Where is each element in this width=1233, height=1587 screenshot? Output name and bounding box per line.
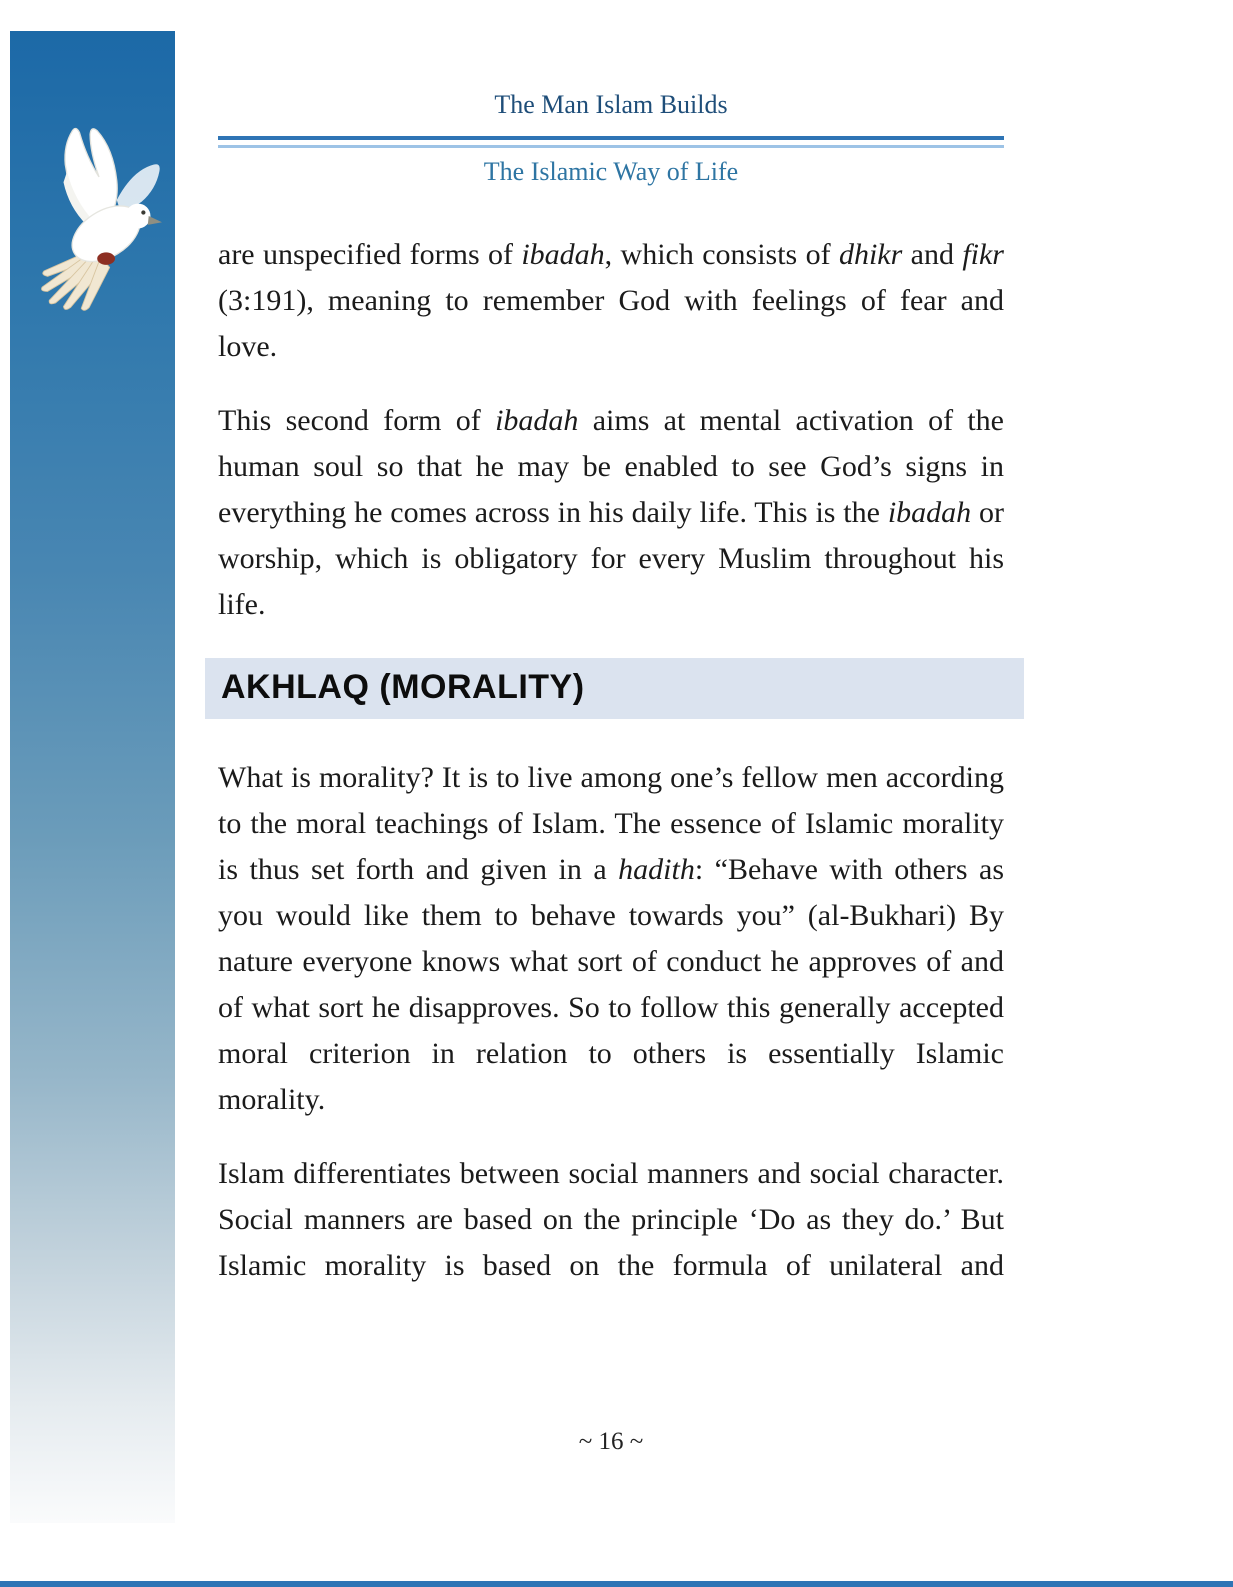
header-divider-light-line [218,145,1004,148]
paragraph-text: This second form of [218,404,496,437]
italic-term: ibadah [887,496,972,529]
text-column [218,0,1004,1317]
body-paragraph [218,1151,1004,1289]
body-paragraph [218,232,1004,370]
paragraphs-after-heading [218,755,1004,1289]
italic-term: hadith [618,853,695,886]
paragraph-text: : “Behave with others as you would like them to behave towards you” (al-Bukhari) By nature everyone knows what sort of conduct he approves of and of what sort he disapproves. So to follow this generally accepted moral criterion in relation to others is essentially Islamic morality. [218,853,1005,1116]
paragraph-text: , which consists of [604,238,839,271]
header-divider [218,136,1004,148]
italic-term: dhikr [838,238,903,271]
paragraph-text: are unspecified forms of [218,238,522,271]
paragraph-text: or worship, which is obligatory for every Muslim throughout his life. [218,496,1004,621]
bottom-edge-bar [0,1581,1233,1587]
italic-term: ibadah [521,238,605,271]
header-divider-dark-line [218,136,1004,140]
paragraph-text: aims at mental activation of the human soul so that he may be enabled to see God’s signs in everything he comes across in his daily life. This is the [218,404,1004,529]
page-number: ~ 16 ~ [578,1428,644,1455]
paragraph-text: What is morality? It is to live among one’s fellow men according to the moral teachings of Islam. The essence of Islamic morality is thus set forth and given in a [218,761,1004,886]
body-paragraph [218,755,1004,1123]
paragraph-text: (3:191), meaning to remember God with feelings of fear and love. [218,284,1004,363]
italic-term: fikr [962,238,1004,271]
dove-image [28,111,170,321]
paragraphs-before-heading [218,232,1004,628]
body-paragraph [218,398,1004,628]
section-heading: AKHLAQ (MORALITY) [205,658,1024,719]
chapter-title: The Islamic Way of Life [483,157,739,186]
sidebar-gradient-band [10,31,175,1523]
italic-term: ibadah [495,404,579,437]
paragraph-text: Islam differentiates between social manners and social character. Social manners are based on the principle ‘Do as they do.’ But Islamic morality is based on the formula of unilateral and [218,1157,1004,1282]
book-title: The Man Islam Builds [494,90,728,119]
paragraph-text: and [902,238,963,271]
